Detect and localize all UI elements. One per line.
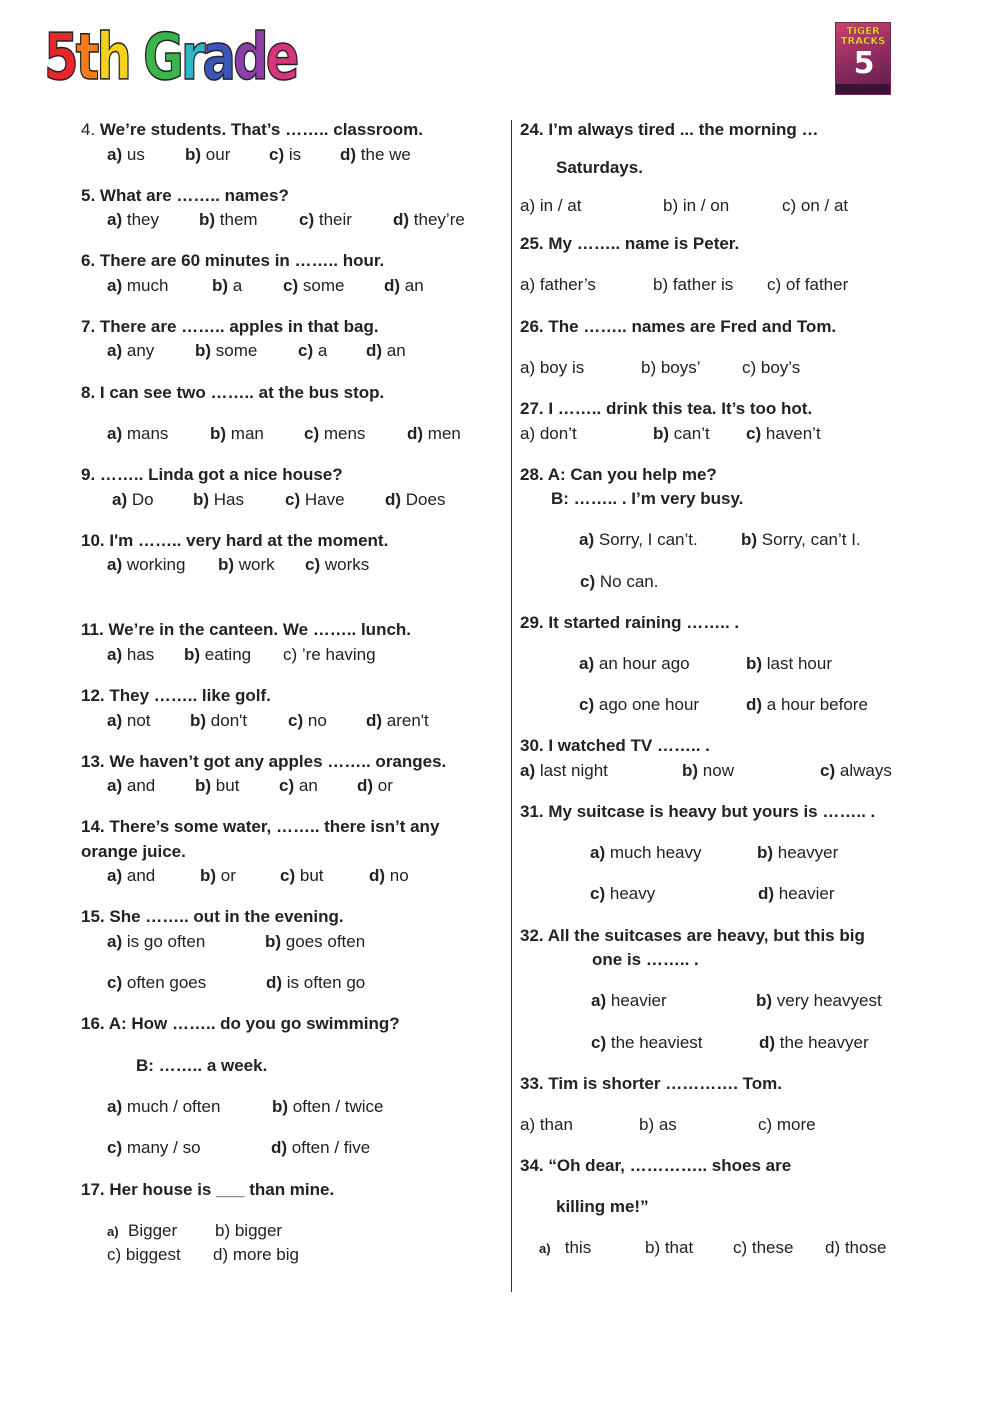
q24-option-b: b) in / on xyxy=(663,196,730,215)
q9-option-b: b) Has xyxy=(193,490,245,509)
question-7: 7. There are …….. apples in that bag. xyxy=(81,317,379,336)
q15-option-b: b) goes often xyxy=(265,932,366,951)
q8-option-a: a) mans xyxy=(107,424,169,443)
q12-option-b: b) don't xyxy=(190,711,248,730)
q25-option-b: b) father is xyxy=(653,275,734,294)
q7-option-c: c) a xyxy=(298,341,328,360)
q30-option-c: c) always xyxy=(820,761,892,780)
q28-option-a: a) Sorry, I can’t. xyxy=(579,530,698,549)
q24-option-c: c) on / at xyxy=(782,196,849,215)
page-title xyxy=(44,21,297,95)
q14-option-a: a) and xyxy=(107,866,156,885)
question-6: 6. There are 60 minutes in …….. hour. xyxy=(81,251,385,270)
question-11: 11. We’re in the canteen. We …….. lunch. xyxy=(81,620,412,639)
q33-option-a: a) than xyxy=(520,1115,573,1134)
book-brand: TIGER TRACKS xyxy=(840,26,886,47)
q16-option-b: b) often / twice xyxy=(272,1097,384,1116)
q26-option-c: c) boy’s xyxy=(742,358,801,377)
q17-option-a: a) Bigger xyxy=(107,1221,178,1240)
title-letter: a xyxy=(202,21,233,95)
q17-option-c: c) biggest xyxy=(107,1245,181,1264)
q4-option-c: c) is xyxy=(269,145,302,164)
question-15: 15. She …….. out in the evening. xyxy=(81,907,344,926)
q31-option-d: d) heavier xyxy=(758,884,835,903)
q6-option-d: d) an xyxy=(384,276,424,295)
q32-option-c: c) the heaviest xyxy=(591,1033,703,1052)
question-25: 25. My …….. name is Peter. xyxy=(520,234,740,253)
q11-option-c: c) ’re having xyxy=(283,645,376,664)
q11-option-b: b) eating xyxy=(184,645,252,664)
question-14-line1: 14. There’s some water, …….. there isn’t any xyxy=(81,817,440,836)
question-9: 9. …….. Linda got a nice house? xyxy=(81,465,343,484)
question-32-line2: one is …….. . xyxy=(592,950,699,969)
question-33: 33. Tim is shorter …………. Tom. xyxy=(520,1074,782,1093)
question-13: 13. We haven’t got any apples …….. oranges. xyxy=(81,752,447,771)
q9-option-c: c) Have xyxy=(285,490,345,509)
q5-option-b: b) them xyxy=(199,210,258,229)
q17-option-d: d) more big xyxy=(213,1245,299,1264)
title-letter: 5 xyxy=(44,21,76,95)
q12-option-c: c) no xyxy=(288,711,327,730)
q15-option-c: c) often goes xyxy=(107,973,207,992)
q31-option-b: b) heavyer xyxy=(757,843,839,862)
q10-option-b: b) work xyxy=(218,555,275,574)
question-5: 5. What are …….. names? xyxy=(81,186,289,205)
q7-option-d: d) an xyxy=(366,341,406,360)
q15-option-a: a) is go often xyxy=(107,932,206,951)
q34-option-b: b) that xyxy=(645,1238,694,1257)
q17-option-b: b) bigger xyxy=(215,1221,283,1240)
question-16-b: B: …….. a week. xyxy=(136,1056,268,1075)
title-letter: r xyxy=(180,21,203,95)
q4-option-b: b) our xyxy=(185,145,231,164)
q6-option-a: a) much xyxy=(107,276,169,295)
q11-option-a: a) has xyxy=(107,645,155,664)
q13-option-b: b) but xyxy=(195,776,240,795)
question-12: 12. They …….. like golf. xyxy=(81,686,271,705)
q29-option-d: d) a hour before xyxy=(746,695,868,714)
q4-option-d: d) the we xyxy=(340,145,411,164)
q33-option-b: b) as xyxy=(639,1115,677,1134)
q15-option-d: d) is often go xyxy=(266,973,366,992)
book-level: 5 xyxy=(853,46,875,81)
q24-option-a: a) in / at xyxy=(520,196,582,215)
q9-option-a: a) Do xyxy=(112,490,154,509)
q8-option-d: d) men xyxy=(407,424,461,443)
column-divider xyxy=(511,120,512,1292)
question-28-a: 28. A: Can you help me? xyxy=(520,465,717,484)
q25-option-c: c) of father xyxy=(767,275,849,294)
q32-option-d: d) the heavyer xyxy=(759,1033,869,1052)
q14-option-b: b) or xyxy=(200,866,236,885)
title-letter: d xyxy=(232,21,266,95)
q14-option-d: d) no xyxy=(369,866,409,885)
question-34-line2: killing me!” xyxy=(556,1197,649,1216)
q29-option-b: b) last hour xyxy=(746,654,832,673)
q32-option-b: b) very heavyest xyxy=(756,991,882,1010)
q12-option-a: a) not xyxy=(107,711,151,730)
q9-option-d: d) Does xyxy=(385,490,446,509)
q31-option-a: a) much heavy xyxy=(590,843,702,862)
q4-option-a: a) us xyxy=(107,145,145,164)
q29-option-c: c) ago one hour xyxy=(579,695,700,714)
question-31: 31. My suitcase is heavy but yours is …….. . xyxy=(520,802,876,821)
title-letter: h xyxy=(96,21,129,95)
q28-option-c: c) No can. xyxy=(580,572,659,591)
q5-option-d: d) they’re xyxy=(393,210,465,229)
question-8: 8. I can see two …….. at the bus stop. xyxy=(81,383,385,402)
q25-option-a: a) father’s xyxy=(520,275,596,294)
q14-option-c: c) but xyxy=(280,866,324,885)
q10-option-a: a) working xyxy=(107,555,186,574)
q27-option-a: a) don’t xyxy=(520,424,577,443)
q27-option-c: c) haven’t xyxy=(746,424,821,443)
q13-option-d: d) or xyxy=(357,776,393,795)
q26-option-b: b) boys’ xyxy=(641,358,701,377)
question-27: 27. I …….. drink this tea. It’s too hot. xyxy=(520,399,813,418)
question-26: 26. The …….. names are Fred and Tom. xyxy=(520,317,837,336)
q12-option-d: d) aren't xyxy=(366,711,429,730)
q28-option-b: b) Sorry, can’t I. xyxy=(741,530,861,549)
question-30: 30. I watched TV …….. . xyxy=(520,736,710,755)
q7-option-b: b) some xyxy=(195,341,258,360)
q16-option-c: c) many / so xyxy=(107,1138,201,1157)
q30-option-a: a) last night xyxy=(520,761,608,780)
q33-option-c: c) more xyxy=(758,1115,816,1134)
title-letter: t xyxy=(75,21,97,95)
question-34-line1: 34. “Oh dear, ………….. shoes are xyxy=(520,1156,792,1175)
q6-option-b: b) a xyxy=(212,276,243,295)
question-32-line1: 32. All the suitcases are heavy, but this big xyxy=(520,926,865,945)
q26-option-a: a) boy is xyxy=(520,358,585,377)
question-24-line1: 24. I’m always tired ... the morning … xyxy=(520,120,819,139)
question-16-a: 16. A: How …….. do you go swimming? xyxy=(81,1014,400,1033)
q13-option-a: a) and xyxy=(107,776,156,795)
question-14-line2: orange juice. xyxy=(81,842,186,861)
q10-option-c: c) works xyxy=(305,555,370,574)
title-letter xyxy=(129,26,143,90)
question-29: 29. It started raining …….. . xyxy=(520,613,740,632)
q32-option-a: a) heavier xyxy=(591,991,667,1010)
question-17: 17. Her house is ___ than mine. xyxy=(81,1180,335,1199)
q13-option-c: c) an xyxy=(279,776,318,795)
q30-option-b: b) now xyxy=(682,761,734,780)
q34-option-c: c) these xyxy=(733,1238,794,1257)
question-10: 10. I'm …….. very hard at the moment. xyxy=(81,531,389,550)
q16-option-a: a) much / often xyxy=(107,1097,221,1116)
q29-option-a: a) an hour ago xyxy=(579,654,690,673)
q34-option-d: d) those xyxy=(825,1238,887,1257)
title-letter: G xyxy=(143,21,181,95)
q34-option-a: a) this xyxy=(539,1238,592,1257)
q5-option-a: a) they xyxy=(107,210,159,229)
q8-option-c: c) mens xyxy=(304,424,366,443)
title-letter: e xyxy=(265,21,297,95)
q16-option-d: d) often / five xyxy=(271,1138,371,1157)
q6-option-c: c) some xyxy=(283,276,345,295)
book-cover-logo xyxy=(835,22,891,95)
q5-option-c: c) their xyxy=(299,210,352,229)
question-24-line2: Saturdays. xyxy=(556,158,643,177)
q31-option-c: c) heavy xyxy=(590,884,656,903)
question-28-b: B: …….. . I’m very busy. xyxy=(551,489,744,508)
q7-option-a: a) any xyxy=(107,341,155,360)
book-strip xyxy=(836,84,890,94)
question-4: 4. We’re students. That’s …….. classroom. xyxy=(81,120,424,139)
q27-option-b: b) can’t xyxy=(653,424,710,443)
q8-option-b: b) man xyxy=(210,424,264,443)
